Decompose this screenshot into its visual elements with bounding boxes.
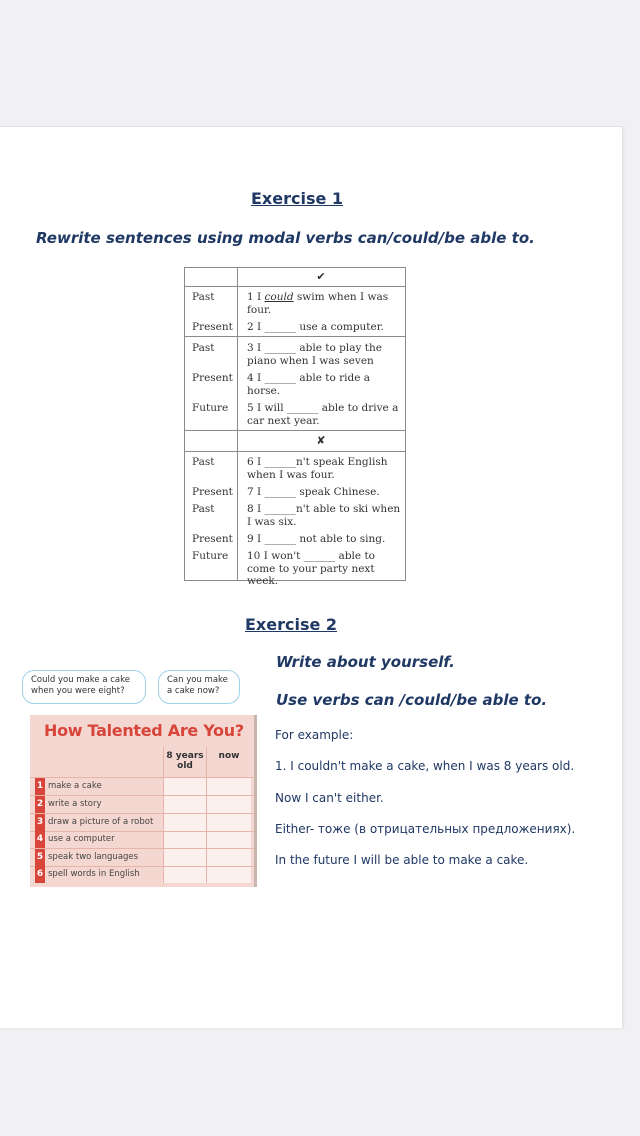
list-item: 6 spell words in English [30, 866, 254, 884]
exercise-2-title: Exercise 2 [245, 615, 338, 634]
exercise-1-instruction: Rewrite sentences using modal verbs can/could/be able to. [36, 229, 535, 247]
table-row: 3 I ______ able to play the piano when I was seven [247, 342, 382, 367]
for-example-label: For example: [275, 728, 354, 742]
list-item: 5 speak two languages [30, 849, 254, 867]
column-header-8-years: 8 years old [166, 751, 204, 771]
table-row: 5 I will ______ able to drive a car next year. [247, 402, 399, 427]
example-sentence-3: Either- тоже (в отрицательных предложениях). [275, 822, 576, 836]
list-item: 3 draw a picture of a robot [30, 814, 254, 832]
tense-label: Future [192, 402, 229, 414]
tense-label: Past [192, 342, 215, 354]
speech-bubble-2: Can you make a cake now? [158, 670, 240, 704]
tense-label: Future [192, 550, 229, 562]
speech-bubble-1: Could you make a cake when you were eight? [22, 670, 146, 704]
exercise-2-instruction-1: Write about yourself. [276, 653, 455, 671]
table-row: 6 I ______n't speak English when I was four. [247, 456, 388, 481]
tense-label: Present [192, 533, 233, 545]
example-sentence-4: In the future I will be able to make a cake. [275, 853, 529, 867]
talent-quiz-image [30, 715, 257, 887]
talent-quiz-title: How Talented Are You? [44, 721, 244, 740]
column-header-now: now [218, 751, 240, 761]
table-row: 1 I could swim when I was four. [247, 291, 389, 316]
table-row: 9 I ______ not able to sing. [247, 533, 386, 545]
tense-label: Past [192, 456, 215, 468]
tense-label: Present [192, 372, 233, 384]
list-item: 2 write a story [30, 796, 254, 814]
list-item: 1 make a cake [30, 778, 254, 796]
table-row: 4 I ______ able to ride a horse. [247, 372, 371, 397]
exercise-1-table [184, 267, 406, 587]
example-sentence-1: 1. I couldn't make a cake, when I was 8 years old. [275, 759, 575, 773]
table-row: 7 I ______ speak Chinese. [247, 486, 380, 498]
tense-label: Present [192, 486, 233, 498]
tense-label: Present [192, 321, 233, 333]
list-item: 4 use a computer [30, 831, 254, 849]
table-row: 8 I ______n't able to ski when I was six. [247, 503, 401, 528]
positive-check-icon: ✔ [316, 270, 326, 283]
tense-label: Past [192, 503, 215, 515]
negative-cross-icon: ✘ [316, 434, 326, 447]
tense-label: Past [192, 291, 215, 303]
exercise-1-title: Exercise 1 [251, 189, 344, 208]
exercise-2-instruction-2: Use verbs can /could/be able to. [276, 691, 548, 709]
table-row: 10 I won't ______ able to come to your party next week. [247, 550, 375, 587]
table-row: 2 I ______ use a computer. [247, 321, 384, 333]
example-answer: could [264, 291, 294, 303]
example-sentence-2: Now I can't either. [275, 791, 384, 805]
